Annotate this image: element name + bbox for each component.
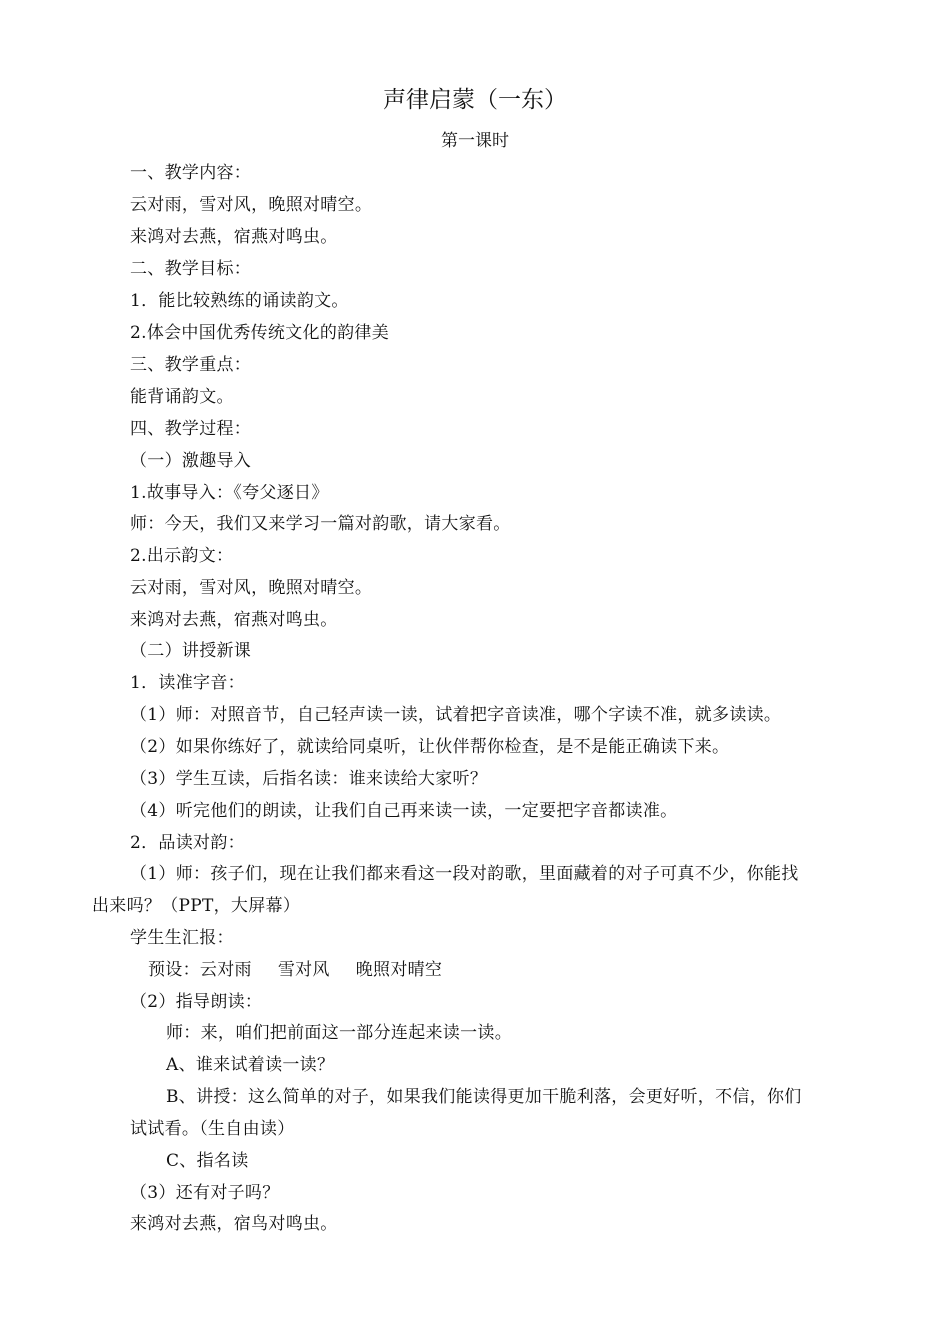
paragraph: 2.体会中国优秀传统文化的韵律美 xyxy=(130,323,390,343)
section-heading: 三、教学重点： xyxy=(130,355,252,375)
paragraph: 来鸿对去燕，宿燕对鸣虫。 xyxy=(130,227,338,247)
paragraph: 出来吗？（PPT，大屏幕） xyxy=(92,896,301,916)
paragraph: （3）学生互读，后指名读：谁来读给大家听？ xyxy=(130,769,488,789)
preset-answers xyxy=(148,958,442,982)
paragraph: 试试看。（生自由读） xyxy=(130,1119,295,1139)
paragraph: 云对雨，雪对风，晚照对晴空。 xyxy=(130,195,373,215)
paragraph: 云对雨，雪对风，晚照对晴空。 xyxy=(130,578,373,598)
paragraph: 师：来，咱们把前面这一部分连起来读一读。 xyxy=(166,1023,512,1043)
section-heading: 二、教学目标： xyxy=(130,259,252,279)
paragraph: A、谁来试着读一读？ xyxy=(166,1055,335,1075)
preset-answer: 晚照对晴空 xyxy=(355,960,443,980)
preset-answer: 雪对风 xyxy=(277,960,330,980)
section-heading: 一、教学内容： xyxy=(130,163,252,183)
paragraph: 2.出示韵文： xyxy=(130,546,234,566)
paragraph: 1.故事导入：《夸父逐日》 xyxy=(130,483,329,503)
paragraph: （2）指导朗读： xyxy=(130,992,263,1012)
paragraph: （1）师：孩子们，现在让我们都来看这一段对韵歌，里面藏着的对子可真不少，你能找 xyxy=(130,864,799,884)
preset-answer: 预设：云对雨 xyxy=(148,960,252,980)
paragraph: （1）师：对照音节，自己轻声读一读，试着把字音读准，哪个字读不准，就多读读。 xyxy=(130,705,782,725)
paragraph: （4）听完他们的朗读，让我们自己再来读一读，一定要把字音都读准。 xyxy=(130,801,678,821)
paragraph: 能背诵韵文。 xyxy=(130,387,234,407)
document-title: 声律启蒙（一东） xyxy=(383,87,567,113)
paragraph: （3）还有对子吗？ xyxy=(130,1183,280,1203)
paragraph: 2．品读对韵： xyxy=(130,833,245,853)
paragraph: 来鸿对去燕，宿鸟对鸣虫。 xyxy=(130,1214,338,1234)
lesson-period: 第一课时 xyxy=(441,131,509,151)
paragraph: B、讲授：这么简单的对子，如果我们能读得更加干脆利落，会更好听，不信，你们 xyxy=(166,1087,802,1107)
subsection-heading: （一）激趣导入 xyxy=(130,451,252,471)
paragraph: 学生生汇报： xyxy=(130,928,234,948)
paragraph: 1．能比较熟练的诵读韵文。 xyxy=(130,291,349,311)
paragraph: （2）如果你练好了，就读给同桌听，让伙伴帮你检查，是不是能正确读下来。 xyxy=(130,737,730,757)
subsection-heading: （二）讲授新课 xyxy=(130,641,252,661)
section-heading: 四、教学过程： xyxy=(130,419,252,439)
paragraph: 1．读准字音： xyxy=(130,673,245,693)
paragraph: 来鸿对去燕，宿燕对鸣虫。 xyxy=(130,610,338,630)
paragraph: 师：今天，我们又来学习一篇对韵歌，请大家看。 xyxy=(130,514,511,534)
paragraph: C、指名读 xyxy=(166,1151,249,1171)
